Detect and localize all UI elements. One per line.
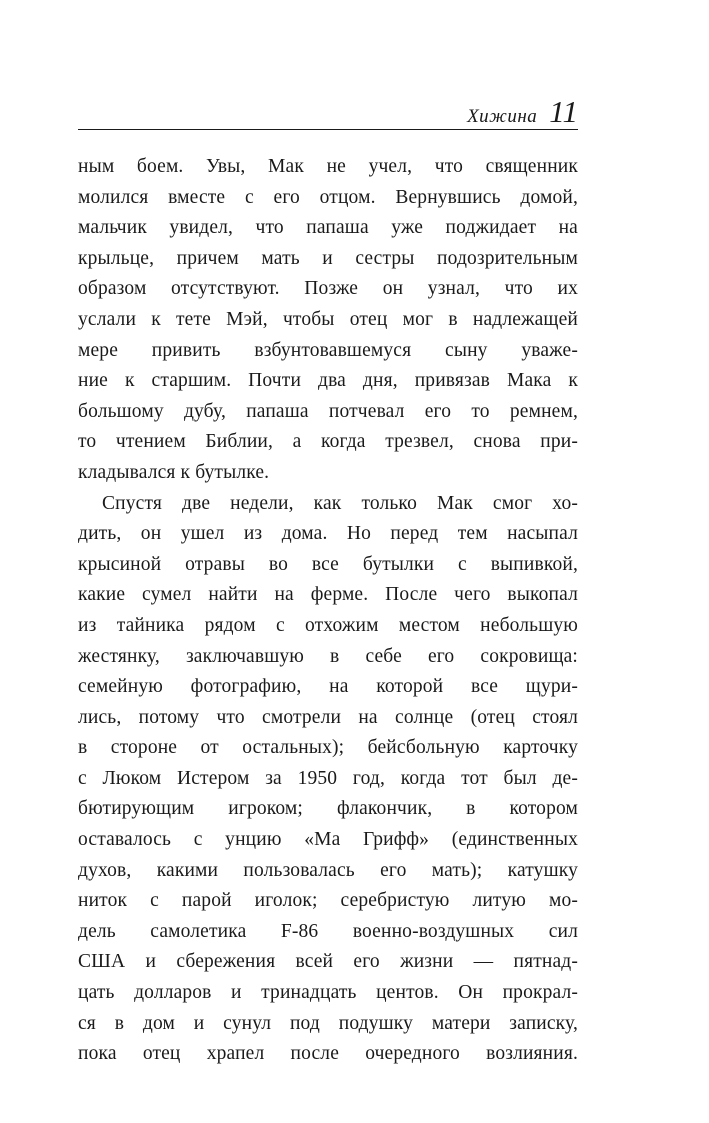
- text-line: мере привить взбунтовавшемуся сыну уваже-: [78, 339, 578, 361]
- text-line: Спустя две недели, как только Мак смог хо-: [102, 492, 578, 514]
- paragraph: [78, 489, 578, 1070]
- text-line: ниток с парой иголок; серебристую литую мо-: [78, 890, 578, 912]
- text-line: дель самолетика F-86 военно-воздушных сил: [78, 920, 578, 942]
- text-line: оставалось с унцию «Ма Грифф» (единственных: [78, 829, 578, 851]
- text-line: ние к старшим. Почти два дня, привязав Мака к: [78, 370, 578, 392]
- text-line: услали к тете Мэй, чтобы отец мог в надлежащей: [78, 308, 578, 330]
- text-line: дить, он ушел из дома. Но перед тем насыпал: [78, 523, 578, 545]
- running-title: Хижина: [467, 106, 538, 127]
- text-line: кладывался к бутылке.: [78, 461, 270, 483]
- text-line: большому дубу, папаша потчевал его то ремнем,: [78, 400, 578, 422]
- text-line: какие сумел найти на ферме. После чего выкопал: [78, 584, 578, 606]
- running-header: [78, 94, 578, 130]
- text-line: крыльце, причем мать и сестры подозрительным: [78, 247, 578, 269]
- text-line: семейную фотографию, на которой все щури-: [78, 676, 578, 698]
- text-line: бютирующим игроком; флакончик, в котором: [78, 798, 578, 820]
- body-text: [78, 152, 578, 1070]
- text-line: США и сбережения всей его жизни — пятнад-: [78, 951, 578, 973]
- page-number: 11: [549, 94, 578, 129]
- text-line: образом отсутствуют. Позже он узнал, что их: [78, 278, 578, 300]
- header-rule: [78, 129, 578, 130]
- text-line: молился вместе с его отцом. Вернувшись домой,: [78, 186, 578, 208]
- text-line: мальчик увидел, что папаша уже поджидает на: [78, 217, 578, 239]
- text-line: то чтением Библии, а когда трезвел, снова при-: [78, 431, 578, 453]
- text-line: с Люком Истером за 1950 год, когда тот был де-: [78, 767, 578, 789]
- text-line: жестянку, заключавшую в себе его сокровища:: [78, 645, 578, 667]
- text-line: ся в дом и сунул под подушку матери записку,: [78, 1012, 578, 1034]
- text-line: крысиной отравы во все бутылки с выпивкой,: [78, 553, 578, 575]
- text-line: духов, какими пользовалась его мать); катушку: [78, 859, 578, 881]
- text-line: цать долларов и тринадцать центов. Он прокрал-: [78, 982, 578, 1004]
- paragraph: [78, 152, 578, 489]
- text-line: в стороне от остальных); бейсбольную карточку: [78, 737, 578, 759]
- text-line: из тайника рядом с отхожим местом небольшую: [78, 614, 578, 636]
- text-line: лись, потому что смотрели на солнце (отец стоял: [78, 706, 578, 728]
- text-line: ным боем. Увы, Мак не учел, что священник: [78, 156, 578, 177]
- text-line: пока отец храпел после очередного возлияния.: [78, 1043, 578, 1065]
